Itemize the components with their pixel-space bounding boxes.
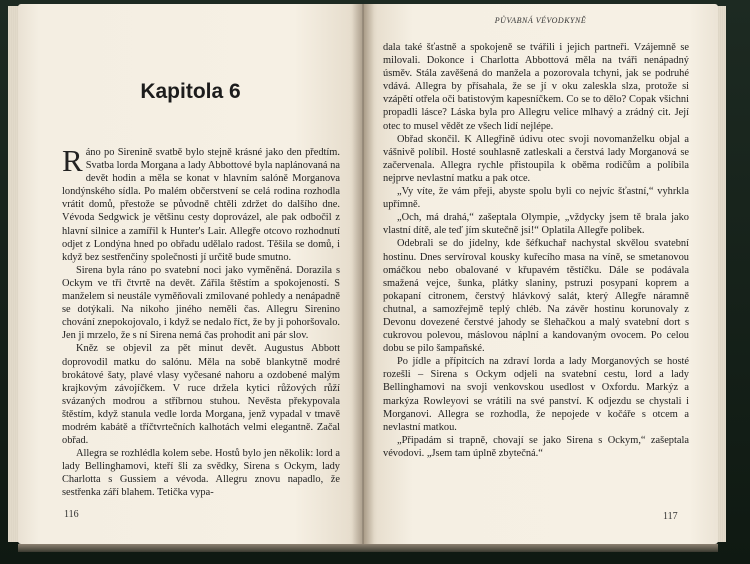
page-number: 117 — [663, 511, 678, 522]
paragraph: Po jídle a přípitcích na zdraví lorda a lady Morganových se hosté rozešli – Sirena s Ockym odjeli na svatební cestu, lord a lady Bellinghamovi na svoji venkovskou usedlost v Oxfordu. Markýz a markýza Rowleyovi se vrátili na své panství. K odjezdu se chystali i Morganovi. Allegra se rozhodla, že nepojede v kočáře s otcem a nevlastní matkou. — [383, 356, 689, 433]
book-spine-gutter — [352, 4, 374, 544]
right-page-text — [383, 41, 689, 460]
paragraph: Ráno po Sirenině svatbě bylo stejně krásné jako den předtím. Svatba lorda Morgana a lady Abbottové byla naplánovaná na devět hodin a měla se konat v hlavním salóně Morganova londýnského sídla. Po malém občerstvení se celá rodina rozhodla vrátit domů, přestože se původně chtěli zdržet do dalšího dne. Vévoda Sedgwick je většinu cesty doprovázel, ale pak odbočil z hlavní silnice a zamířil k Hunter's Lair. Allegře otcovo rozhodnutí odjet z Londýna hned po obřadu udělalo radost. Těšila se domů, i když bez sestřenčiny společnosti jí určitě bude smutno. — [62, 143, 340, 263]
left-page — [18, 4, 363, 544]
page-number: 116 — [64, 509, 79, 520]
paragraph: Allegra se rozhlédla kolem sebe. Hostů bylo jen několik: lord a lady Bellinghamovi, kteří šli za svědky, Sirena s Ockym, lady Charlotta s Gussiem a vévoda. Allegru znovu napadlo, že sestřenka září blahem. Tetička vypa- — [62, 448, 340, 499]
drop-cap: R — [62, 143, 83, 178]
left-page-text — [62, 143, 340, 500]
open-book — [8, 4, 726, 552]
right-page — [363, 4, 718, 544]
paragraph: „Připadám si trapně, chovají se jako Sirena s Ockym,“ zašeptala vévodovi. „Jsem tam úplně zbytečná.“ — [383, 434, 689, 459]
paragraph: Obřad skončil. K Allegřině údivu otec svoji novomanželku objal a vášnivě políbil. Hosté souhlasně zatleskali a čerstvá lady Morganová se začervenala. Allegra rychle přistoupila k oběma rodičům a políbila nejprve nevlastní matku a pak otce. — [383, 133, 689, 184]
paragraph: Kněz se objevil za pět minut devět. Augustus Abbott doprovodil matku do salónu. Měla na sobě blankytně modré brokátové šaty, plavé vlasy vyčesané nahoru a ozdobené malým krajkovým závojíčkem. V ruce držela kytici růžových růží svázaných modrou a stříbrnou stuhou. Nevěsta překypovala štěstím, když stanula vedle lorda Morgana, jenž vypadal v tmavě modrém kabátě a tříčtvrtečních kalhotách velmi elegantně. Začal obřad. — [62, 343, 340, 447]
paragraph: dala také šťastně a spokojeně se tvářili i jejich partneři. Vzájemně se milovali. Dokonce i Charlotta Abbottová měla na tváři nenápadný úsměv. Stála zavěšená do manžela a pozorovala tchyni, jak se podruhé vdává. Allegra by přísahala, že se jí v oku zaleskla slza, protože si vzápětí otřela oči batistovým kapesníčkem. Co se to dělo? Copak všichni propadli lásce? Láska byla pro Allegru velice mlhavý a zrádný cit. Její otec to musel vědět ze všech lidí nejlépe. — [383, 42, 689, 132]
paragraph: „Vy víte, že vám přeji, abyste spolu byli co nejvíc šťastní,“ vyhrkla upřímně. — [383, 186, 689, 211]
paragraph: Odebrali se do jídelny, kde šéfkuchař nachystal skvělou svatební hostinu. Dnes servíroval kousky kuřecího masa na víně, se smetanovou omáčkou nebo obalované v křupavém těstíčku. Dále se podávala smažená vejce, šunka, plátky slaniny, pstruzi posypaní koprem a pokapaní citronem, čerstvý hlávkový salát, který Allegře náramně chutnal, a samozřejmě teplý chléb. Na závěr hostinu korunovaly z Devonu dovezené čerstvé jahody se šlehačkou a malý svatební dort s cukrovou polevou, máslovou náplní a kandovaným ovocem. Po celou dobu se pilo šampaňské. — [383, 238, 689, 355]
running-header: PŮVABNÁ VÉVODKYNĚ — [494, 16, 587, 25]
paragraph: Sirena byla ráno po svatební noci jako vyměněná. Dorazila s Ockym ve tři čtvrtě na devět. Zářila štěstím a spokojeností. S manželem si neustále vyměňovali zmilované pohledy a nenápadně se dotýkali. Na nikoho jiného neměli čas. Allegru Sirenino chování znepokojovalo, i když se nedalo říct, že by ji pohoršovalo. Jen ji mrzelo, že s ní Sirena nemá čas prohodit ani pár slov. — [62, 264, 340, 342]
chapter-title: Kapitola 6 — [140, 80, 241, 103]
paragraph: „Och, má drahá,“ zašeptala Olympie, „vždycky jsem tě brala jako vlastní dítě, ale teď jím skutečně jsi!“ Oplatila Allegře polibek. — [383, 212, 689, 237]
book-bottom-edge — [18, 544, 718, 552]
